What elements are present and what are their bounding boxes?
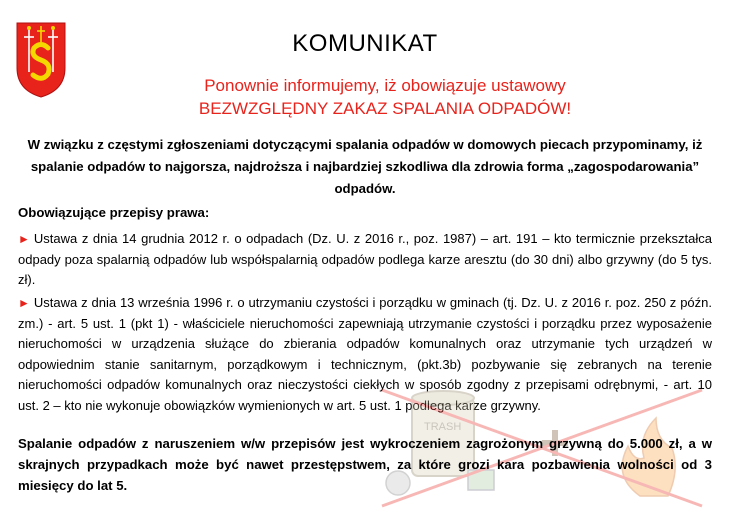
regulation-item — [18, 229, 712, 291]
regulation-text: Ustawa z dnia 13 września 1996 r. o utrzymaniu czystości i porządku w gminach (tj. Dz. U. z 2016 r. poz. 250 z późn. zm.) - art. 5 ust. 1 (pkt 1) - właściciele nieruchomości zapewniają utrzymanie czystości i porządku przez wyposażenie nieruchomości w urządzenia służące do zbierania odpadów komunalnych oraz utrzymanie tych urządzeń w odpowiednim stanie sanitarnym, porządkowym i technicznym, (pkt.3b) pozbywanie się zebranych na terenie nieruchomości odpadów komunalnych oraz nieczystości ciekłych w sposób zgodny z przepisami odrębnymi, - art. 10 ust. 2 – kto nie wykonuje obowiązków wymienionych w art. 5 ust. 1 podlega karze grzywny. — [18, 295, 712, 413]
barrel-label: TRASH — [424, 421, 462, 433]
page-title: KOMUNIKAT — [292, 30, 438, 57]
subtitle-line-1: Ponownie informujemy, iż obowiązuje ustawowy — [204, 76, 566, 95]
regulation-item — [18, 293, 712, 416]
penalty-paragraph: Spalanie odpadów z naruszeniem w/w przepisów jest wykroczeniem zagrożonym grzywną do 5.000 zł, a w skrajnych przypadkach może być nawet przestępstwem, za które grozi kara pozbawienia wolności od 3 miesięcy do lat 5. — [18, 436, 712, 493]
intro-paragraph: W związku z częstymi zgłoszeniami dotyczącymi spalania odpadów w domowych piecach przypominamy, iż spalanie odpadów to najgorsza, najdroższa i najbardziej szkodliwa dla zdrowia forma „zagospodarowania” odpadów. — [27, 137, 703, 196]
bullet-arrow-icon: ► — [18, 296, 30, 310]
regulation-text: Ustawa z dnia 14 grudnia 2012 r. o odpadach (Dz. U. z 2016 r., poz. 1987) – art. 191 – kto termicznie przekształca odpady poza spalarnią odpadów lub współspalarnią odpadów podlega karze aresztu (do 30 dni) albo grzywny (do 5 tys. zł). — [18, 231, 712, 287]
bullet-arrow-icon: ► — [18, 232, 30, 246]
subtitle-line-2: BEZWZGLĘDNY ZAKAZ SPALANIA ODPADÓW! — [198, 99, 572, 118]
regulations-heading: Obowiązujące przepisy prawa: — [18, 205, 210, 220]
